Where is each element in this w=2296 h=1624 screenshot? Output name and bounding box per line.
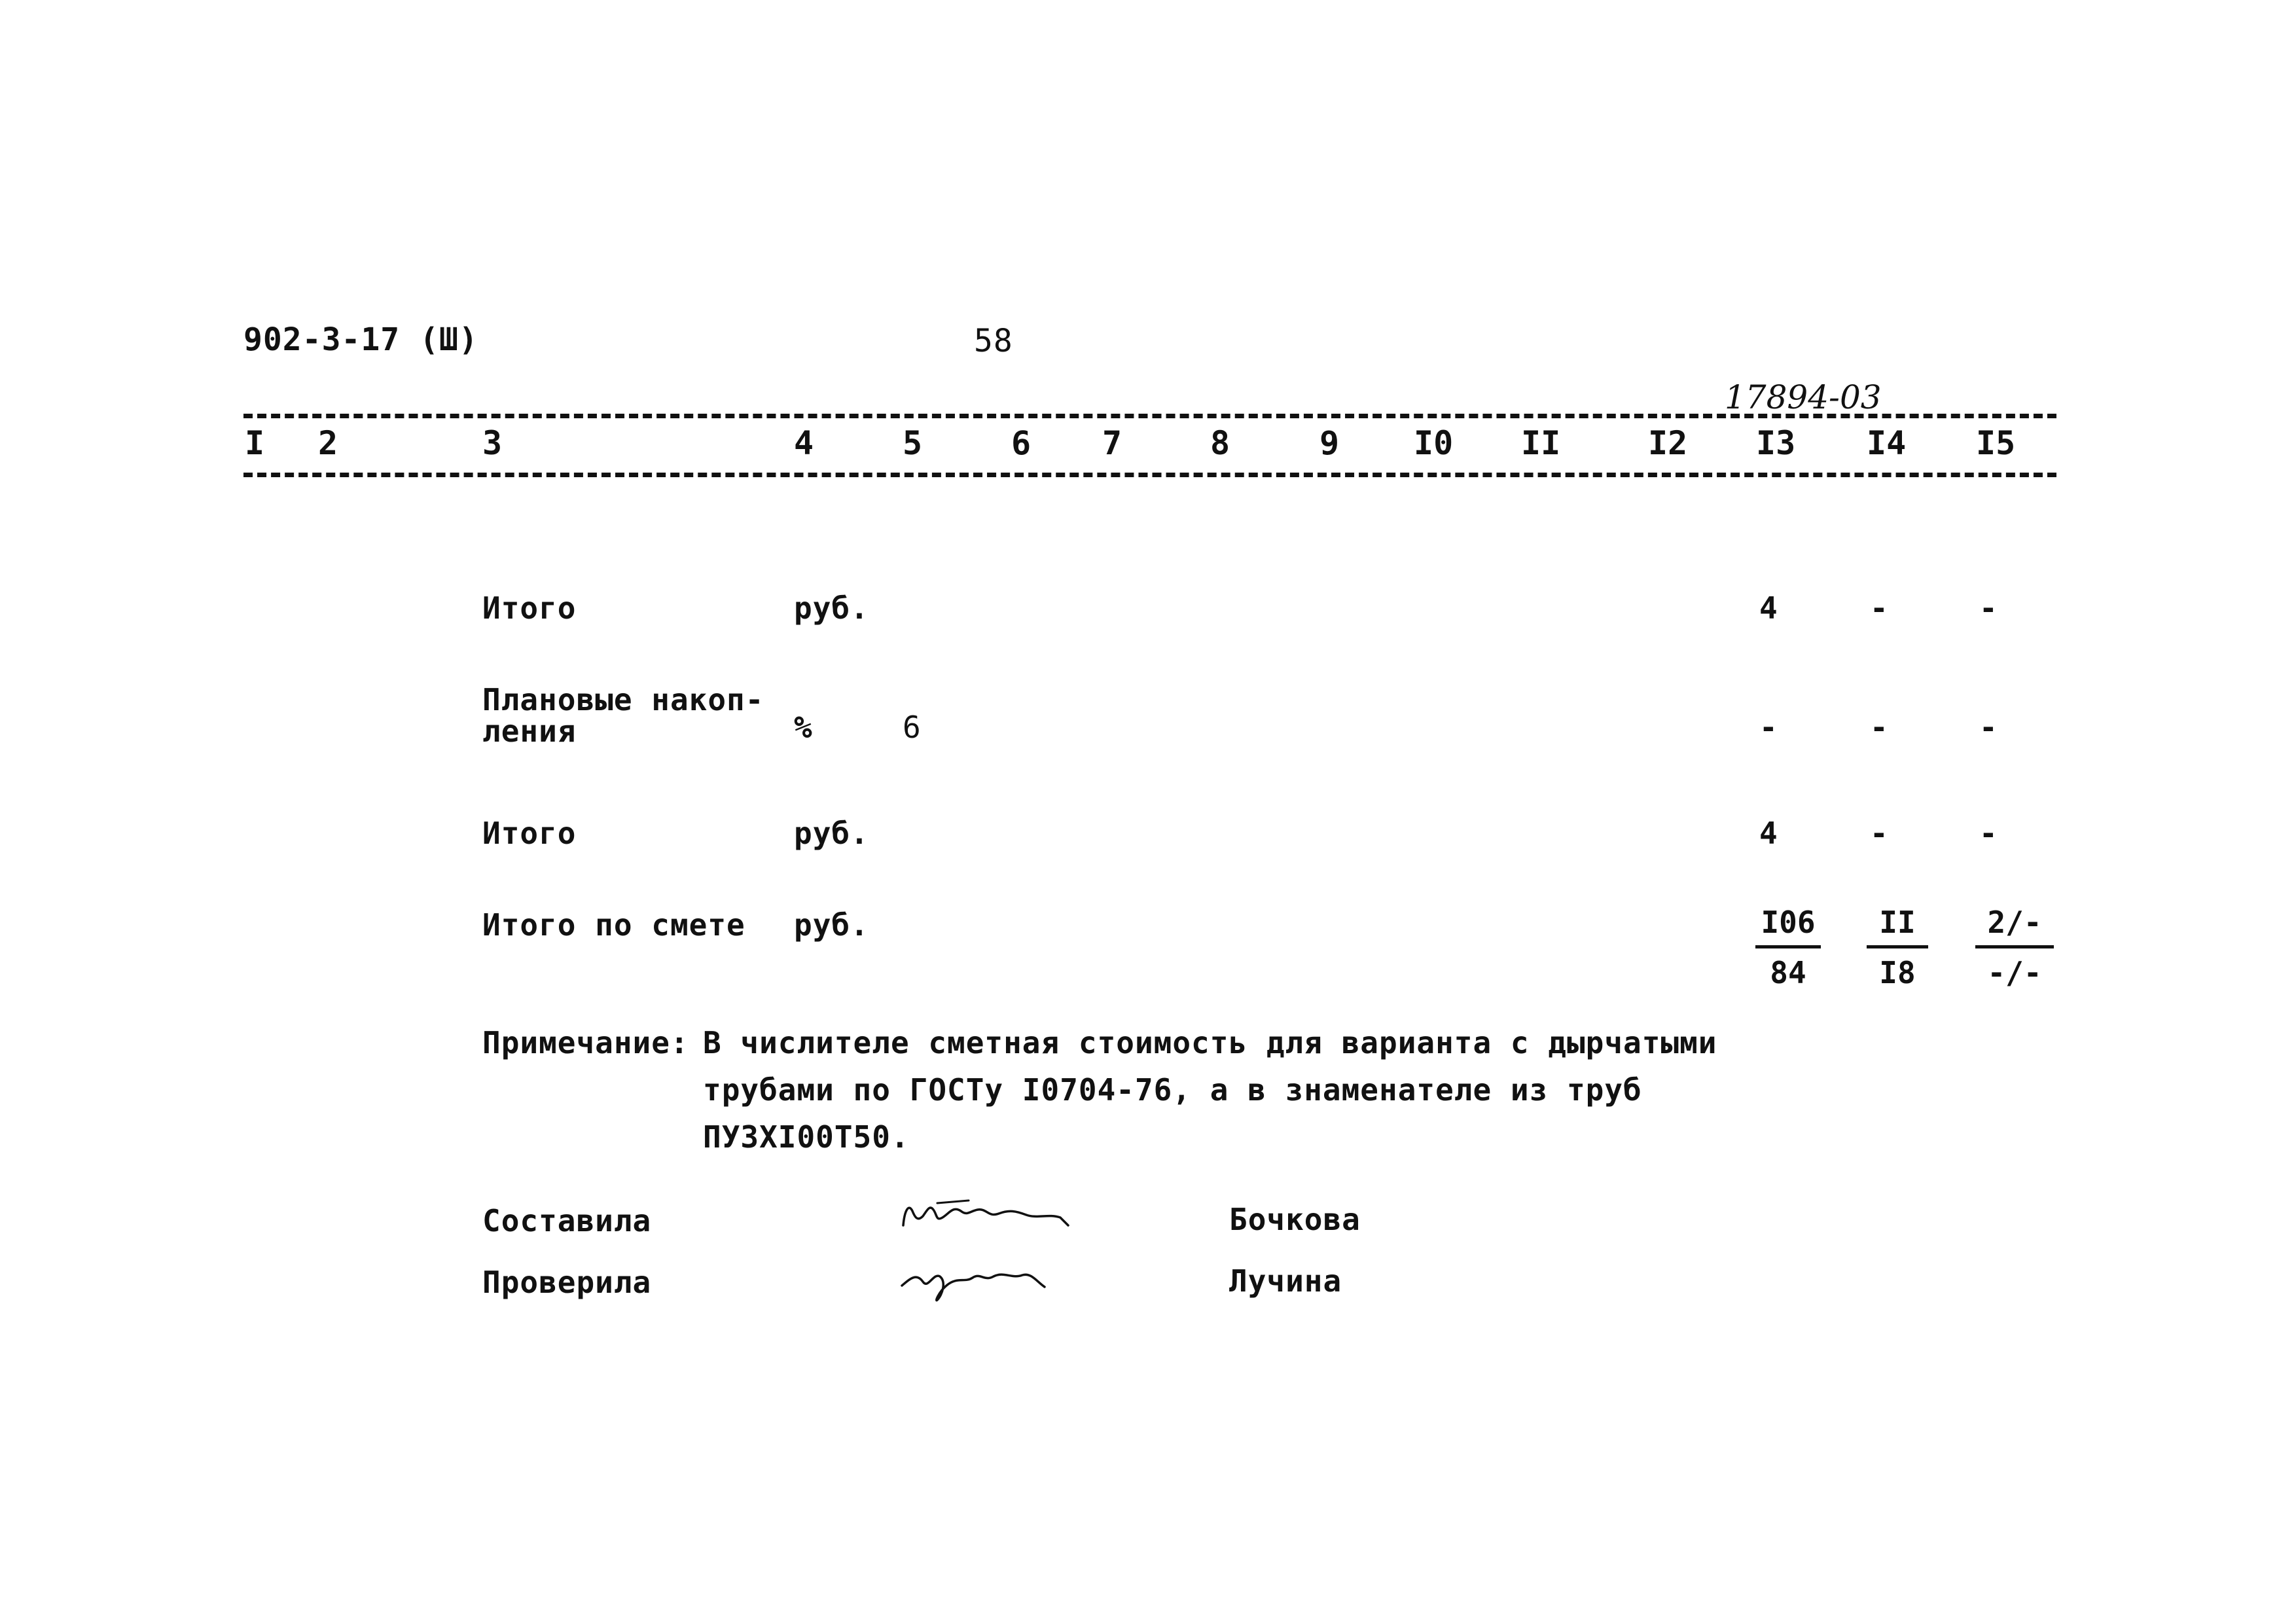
page-number: 58 — [974, 323, 1013, 359]
column-number: I3 — [1756, 424, 1796, 462]
column-number: 9 — [1319, 424, 1340, 462]
cell-col13: 4 — [1759, 590, 1778, 626]
cell-col14: - — [1870, 590, 1889, 626]
cell-col13: - — [1759, 710, 1778, 745]
cell-col15: - — [1979, 710, 1998, 745]
row-label: Итого — [482, 816, 577, 851]
column-number: 2 — [318, 424, 338, 462]
handwritten-reference: 17894-03 — [1725, 378, 1882, 416]
checked-by-name: Лучина — [1229, 1263, 1342, 1299]
cell-col15: - — [1979, 590, 1998, 626]
total-col15-numerator: 2/- — [1975, 905, 2054, 948]
cell-col14: - — [1870, 816, 1889, 851]
column-number: 5 — [903, 424, 923, 462]
cell-col15: - — [1979, 816, 1998, 851]
column-number: 7 — [1102, 424, 1122, 462]
checked-by-label: Проверила — [482, 1265, 652, 1300]
compiled-by-label: Составила — [482, 1203, 652, 1238]
row-label: Итого — [482, 590, 577, 626]
total-col14-denominator: I8 — [1879, 955, 1916, 990]
row-label-line2: ления — [482, 713, 577, 749]
note-line: ПУЗХI00Т50. — [703, 1119, 910, 1155]
cell-col13: 4 — [1759, 816, 1778, 851]
column-number: II — [1521, 424, 1561, 462]
total-col13-numerator: I06 — [1755, 905, 1821, 948]
total-col15-denominator: -/- — [1987, 955, 2042, 990]
header-bottom-rule — [243, 473, 2056, 477]
column-number: 6 — [1011, 424, 1031, 462]
total-row-unit: руб. — [794, 907, 869, 943]
document-code: 902-3-17 (Ш) — [243, 321, 478, 358]
total-fraction-col15 — [1975, 905, 2054, 990]
note-line: В числителе сметная стоимость для варианта с дырчатыми — [703, 1025, 1717, 1060]
total-row-label: Итого по смете — [482, 907, 745, 943]
total-fraction-col13 — [1755, 905, 1821, 990]
column-number: I4 — [1867, 424, 1907, 462]
row-unit: % — [794, 710, 813, 745]
column-number: I0 — [1414, 424, 1454, 462]
note-label: Примечание: — [482, 1025, 689, 1060]
cell-col5: 6 — [903, 710, 922, 745]
column-number: I2 — [1648, 424, 1688, 462]
note-line: трубами по ГОСТу I0704-76, а в знаменателе из труб — [703, 1072, 1642, 1108]
column-number: I — [245, 424, 265, 462]
row-unit: руб. — [794, 590, 869, 626]
total-fraction-col14 — [1867, 905, 1928, 990]
column-number: 4 — [794, 424, 814, 462]
row-unit: руб. — [794, 816, 869, 851]
cell-col14: - — [1870, 710, 1889, 745]
compiled-by-name: Бочкова — [1229, 1202, 1361, 1237]
header-top-rule — [243, 414, 2056, 418]
total-col14-numerator: II — [1867, 905, 1928, 948]
column-number: I5 — [1976, 424, 2016, 462]
compiled-signature — [897, 1191, 1093, 1237]
total-col13-denominator: 84 — [1770, 955, 1806, 990]
column-number: 8 — [1210, 424, 1230, 462]
row-label-line1: Плановые накоп- — [482, 682, 764, 717]
checked-signature — [897, 1253, 1093, 1305]
column-number: 3 — [482, 424, 503, 462]
